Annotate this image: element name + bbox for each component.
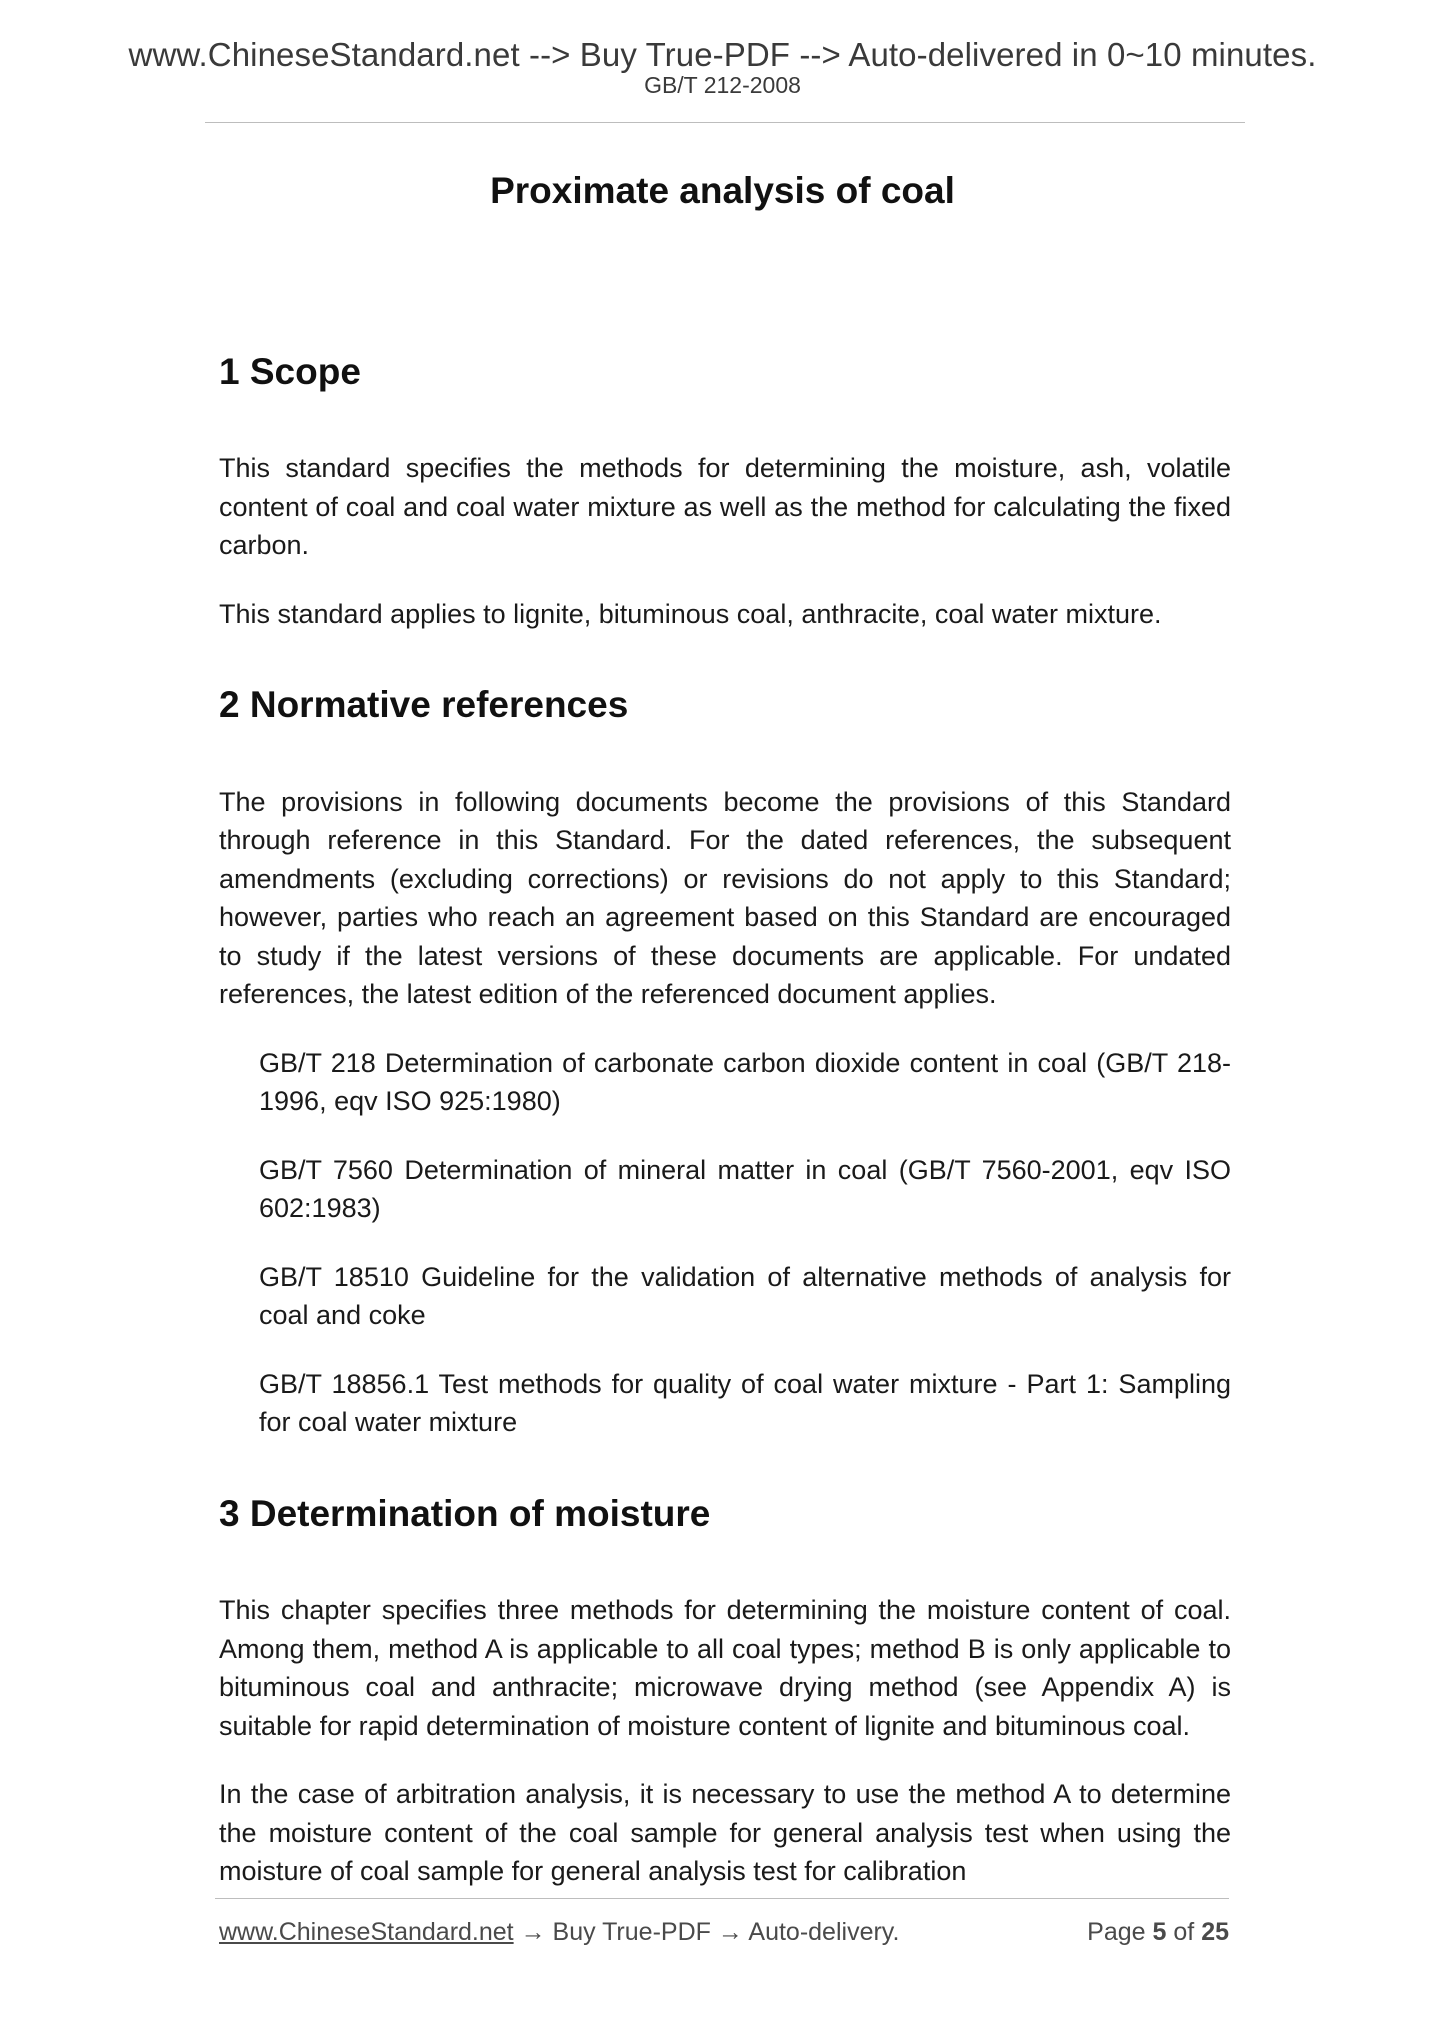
page-label: Page [1087, 1918, 1146, 1946]
page-footer [219, 1918, 1229, 1947]
standard-code: GB/T 212-2008 [644, 72, 801, 98]
footer-site-link[interactable]: www.ChineseStandard.net [219, 1918, 514, 1946]
reference-item: GB/T 218 Determination of carbonate carbon dioxide content in coal (GB/T 218-1996, eqv ISO 925:1980) [259, 1047, 1231, 1117]
footer-divider [215, 1898, 1229, 1899]
reference-item: GB/T 18510 Guideline for the validation of alternative methods of analysis for coal and coke [259, 1261, 1231, 1331]
paragraph: This standard applies to lignite, bituminous coal, anthracite, coal water mixture. [219, 598, 1162, 629]
footer-delivery-text: → Buy True-PDF → Auto-delivery. [513, 1918, 900, 1946]
section-heading-scope: 1 Scope [219, 351, 361, 392]
reference-item: GB/T 7560 Determination of mineral matter in coal (GB/T 7560-2001, eqv ISO 602:1983) [259, 1154, 1231, 1224]
document-body [219, 350, 1231, 1891]
header-divider [205, 122, 1245, 123]
section-heading-moisture: 3 Determination of moisture [219, 1492, 711, 1534]
page-of-label: of [1173, 1918, 1195, 1946]
page-current: 5 [1152, 1918, 1167, 1946]
reference-item: GB/T 18856.1 Test methods for quality of coal water mixture - Part 1: Sampling for coal water mixture [259, 1368, 1231, 1438]
document-title: Proximate analysis of coal [490, 170, 955, 211]
section-heading-normative-references: 2 Normative references [219, 684, 629, 726]
page-number [1087, 1918, 1229, 1947]
site-banner: www.ChineseStandard.net --> Buy True-PDF --> Auto-delivered in 0~10 minutes. [128, 36, 1317, 73]
page-total: 25 [1201, 1918, 1229, 1946]
paragraph: The provisions in following documents become the provisions of this Standard through reference in this Standard. For the dated references, the subsequent amendments (excluding corrections) or revisions do not apply to this Standard; however, parties who reach an agreement based on this Standard are encouraged to study if the latest versions of these documents are applicable. For undated references, the latest edition of the referenced document applies. [219, 786, 1231, 1010]
paragraph: This chapter specifies three methods for determining the moisture content of coal. Among them, method A is applicable to all coal types; method B is only applicable to bituminous coal and anthracite; microwave drying method (see Appendix A) is suitable for rapid determination of moisture content of lignite and bituminous coal. [219, 1595, 1231, 1741]
paragraph: This standard specifies the methods for determining the moisture, ash, volatile content of coal and coal water mixture as well as the method for calculating the fixed carbon. [219, 453, 1231, 561]
paragraph: In the case of arbitration analysis, it is necessary to use the method A to determine the moisture content of the coal sample for general analysis test when using the moisture of coal sample for general analysis test for calibration [219, 1779, 1231, 1887]
